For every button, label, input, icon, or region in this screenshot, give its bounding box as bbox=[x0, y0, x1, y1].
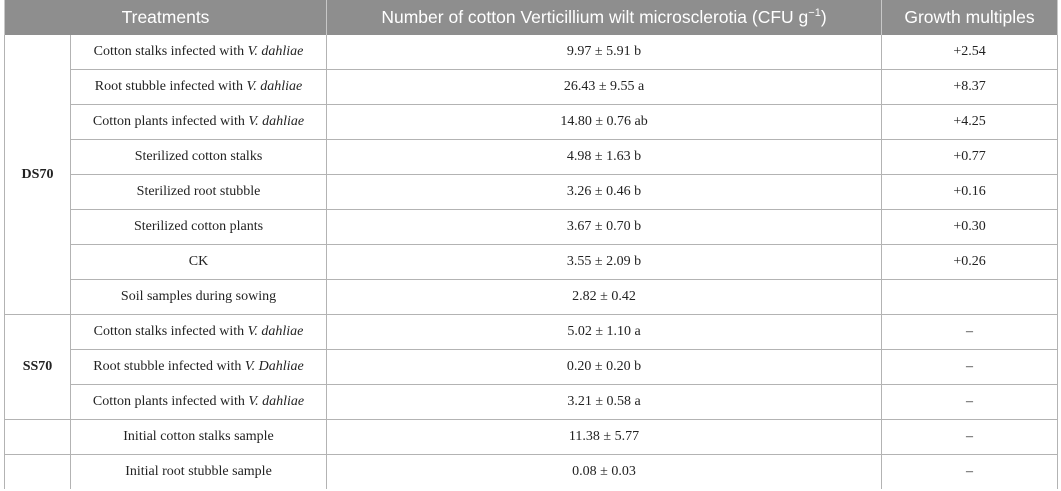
treatment-cell: Sterilized root stubble bbox=[71, 175, 327, 210]
header-count-text: Number of cotton Verticillium wilt microsclerotia (CFU g bbox=[381, 7, 809, 27]
table-row bbox=[5, 140, 1058, 175]
treatment-cell bbox=[71, 70, 327, 105]
species-name: V. dahliae bbox=[246, 79, 303, 94]
growth-cell: – bbox=[882, 385, 1058, 420]
table-row bbox=[5, 175, 1058, 210]
group-label-ds70: DS70 bbox=[5, 35, 71, 315]
value-cell: 3.67 ± 0.70 b bbox=[327, 210, 882, 245]
header-row bbox=[5, 0, 1058, 35]
treatment-cell: Sterilized cotton stalks bbox=[71, 140, 327, 175]
treatment-cell bbox=[71, 105, 327, 140]
treatment-cell bbox=[71, 35, 327, 70]
species-name: V. dahliae bbox=[248, 394, 305, 409]
table-body bbox=[5, 35, 1058, 489]
table-header bbox=[5, 0, 1058, 35]
growth-cell: +0.77 bbox=[882, 140, 1058, 175]
treatment-text: Cotton plants infected with bbox=[92, 114, 249, 129]
treatment-cell: Initial root stubble sample bbox=[71, 455, 327, 490]
header-count bbox=[327, 0, 882, 35]
growth-cell: – bbox=[882, 455, 1058, 490]
growth-cell: +8.37 bbox=[882, 70, 1058, 105]
growth-cell: +0.16 bbox=[882, 175, 1058, 210]
treatment-cell: Initial cotton stalks sample bbox=[71, 420, 327, 455]
group-label-empty bbox=[5, 420, 71, 455]
value-cell: 0.20 ± 0.20 b bbox=[327, 350, 882, 385]
treatment-cell bbox=[71, 385, 327, 420]
treatment-cell: CK bbox=[71, 245, 327, 280]
group-label-ss70: SS70 bbox=[5, 315, 71, 420]
treatment-text: Cotton plants infected with bbox=[92, 394, 249, 409]
table-row bbox=[5, 35, 1058, 70]
growth-cell: +0.26 bbox=[882, 245, 1058, 280]
growth-cell: +0.30 bbox=[882, 210, 1058, 245]
treatment-cell: Sterilized cotton plants bbox=[71, 210, 327, 245]
header-treatments: Treatments bbox=[5, 0, 327, 35]
header-count-close: ) bbox=[820, 7, 827, 27]
treatment-cell bbox=[71, 315, 327, 350]
value-cell: 2.82 ± 0.42 bbox=[327, 280, 882, 315]
treatment-text: Cotton stalks infected with bbox=[93, 44, 248, 59]
species-name: V. Dahliae bbox=[244, 359, 304, 374]
value-cell: 11.38 ± 5.77 bbox=[327, 420, 882, 455]
table-row bbox=[5, 245, 1058, 280]
table-row bbox=[5, 210, 1058, 245]
value-cell: 3.26 ± 0.46 b bbox=[327, 175, 882, 210]
value-cell: 5.02 ± 1.10 a bbox=[327, 315, 882, 350]
value-cell: 26.43 ± 9.55 a bbox=[327, 70, 882, 105]
treatment-text: Root stubble infected with bbox=[94, 79, 247, 94]
treatment-cell bbox=[71, 350, 327, 385]
species-name: V. dahliae bbox=[247, 324, 304, 339]
growth-cell: +2.54 bbox=[882, 35, 1058, 70]
table-row bbox=[5, 315, 1058, 350]
value-cell: 3.21 ± 0.58 a bbox=[327, 385, 882, 420]
species-name: V. dahliae bbox=[248, 114, 305, 129]
group-label-empty bbox=[5, 455, 71, 490]
table-row bbox=[5, 280, 1058, 315]
growth-cell: – bbox=[882, 420, 1058, 455]
value-cell: 0.08 ± 0.03 bbox=[327, 455, 882, 490]
header-count-exponent: −1 bbox=[808, 7, 821, 20]
value-cell: 14.80 ± 0.76 ab bbox=[327, 105, 882, 140]
growth-cell: – bbox=[882, 315, 1058, 350]
table-row bbox=[5, 385, 1058, 420]
value-cell: 4.98 ± 1.63 b bbox=[327, 140, 882, 175]
table-row bbox=[5, 420, 1058, 455]
table-row bbox=[5, 70, 1058, 105]
table-row bbox=[5, 105, 1058, 140]
treatment-cell: Soil samples during sowing bbox=[71, 280, 327, 315]
growth-cell: – bbox=[882, 350, 1058, 385]
species-name: V. dahliae bbox=[247, 44, 304, 59]
header-growth: Growth multiples bbox=[882, 0, 1058, 35]
treatment-text: Root stubble infected with bbox=[93, 359, 245, 374]
table-row bbox=[5, 350, 1058, 385]
table-row bbox=[5, 455, 1058, 490]
value-cell: 3.55 ± 2.09 b bbox=[327, 245, 882, 280]
data-table bbox=[4, 0, 1058, 489]
treatment-text: Cotton stalks infected with bbox=[93, 324, 248, 339]
growth-cell bbox=[882, 280, 1058, 315]
growth-cell: +4.25 bbox=[882, 105, 1058, 140]
value-cell: 9.97 ± 5.91 b bbox=[327, 35, 882, 70]
